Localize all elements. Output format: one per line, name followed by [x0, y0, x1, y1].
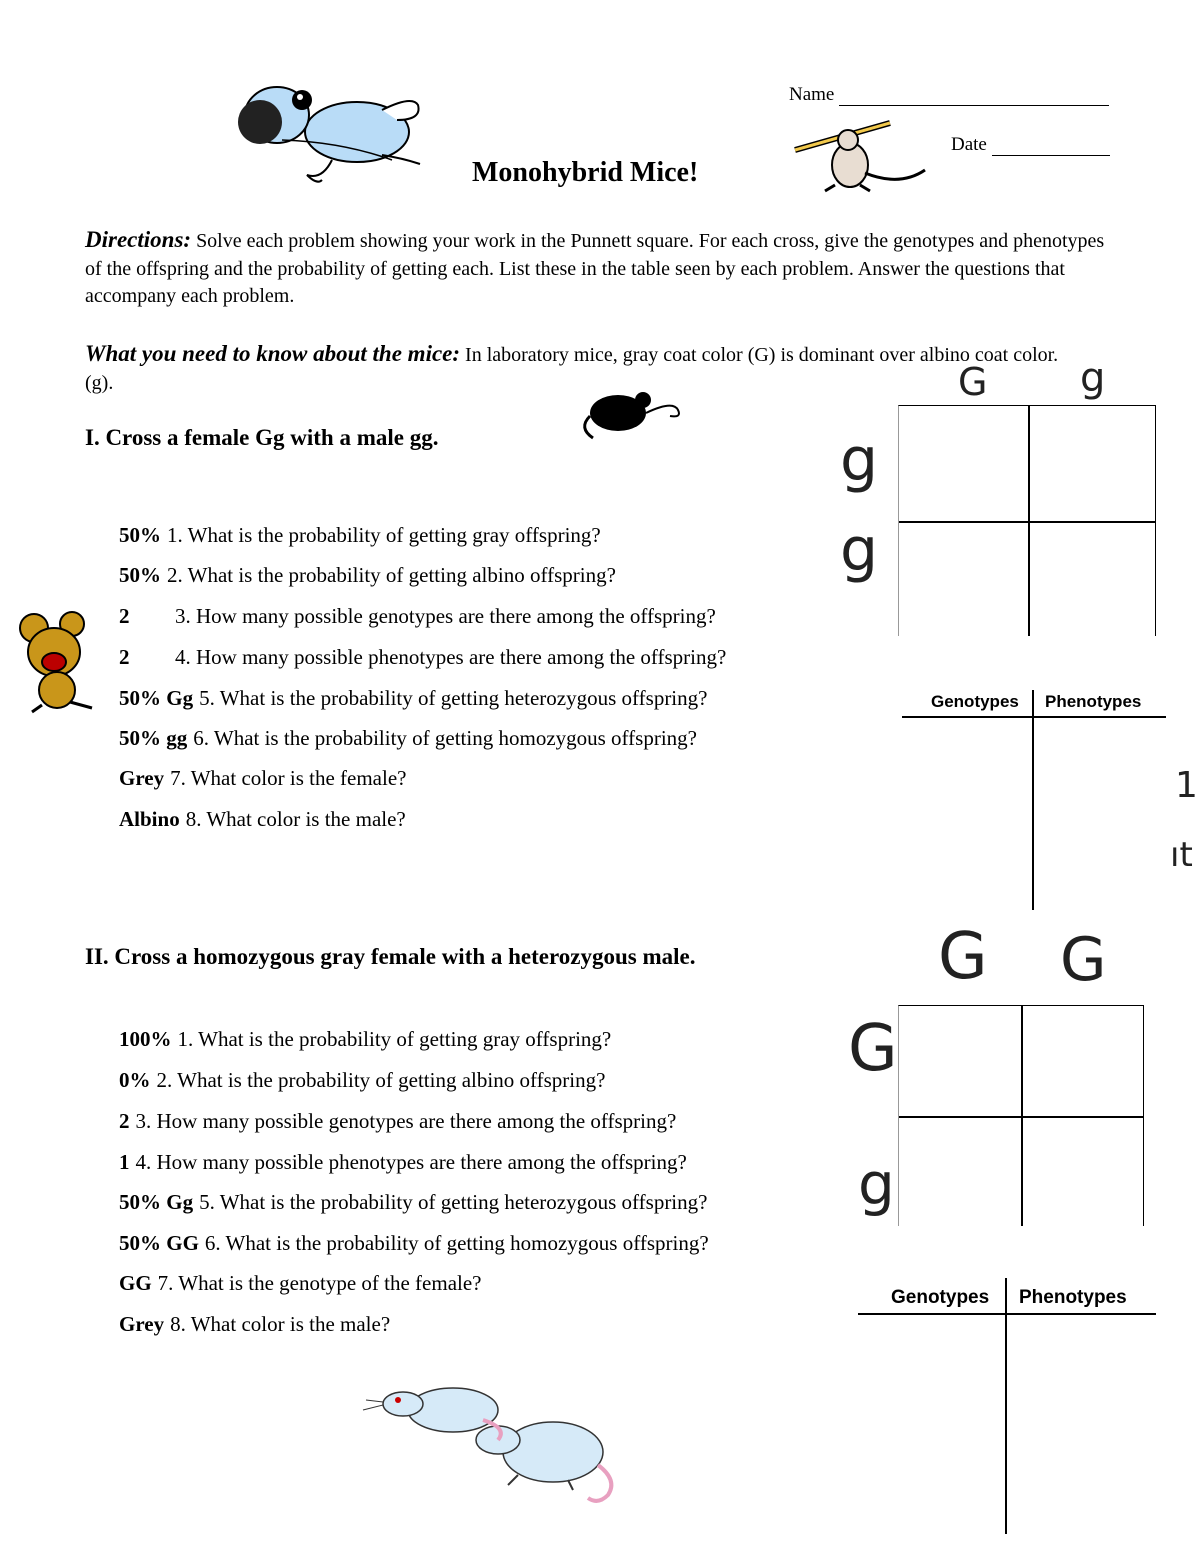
s1-q3	[119, 604, 716, 629]
question-text: 7. What is the genotype of the female?	[157, 1271, 482, 1295]
answer: 2	[119, 645, 130, 669]
answer: 1	[119, 1150, 130, 1174]
s2-q3	[119, 1109, 676, 1134]
question-text: 2. What is the probability of getting albino offspring?	[156, 1068, 606, 1092]
answer: 0%	[119, 1068, 151, 1092]
table-2-phenotypes-header: Phenotypes	[1019, 1287, 1127, 1308]
table-2-column-rule	[1005, 1278, 1007, 1534]
table-1-genotypes-header: Genotypes	[931, 692, 1019, 711]
question-text: 3. How many possible genotypes are there among the offspring?	[135, 1109, 677, 1133]
table-2-genotypes-header: Genotypes	[891, 1287, 990, 1308]
margin-mark-2: ıt	[1170, 835, 1193, 875]
question-text: 7. What color is the female?	[170, 766, 407, 790]
question-text: 8. What color is the male?	[170, 1312, 391, 1336]
directions-text: Solve each problem showing your work in the Punnett square. For each cross, give the genotypes and phenotypes of the offspring and the probability of getting each. List these in the table seen by each problem. Answer the questions that accompany each problem.	[85, 230, 1105, 307]
s2-q2	[119, 1068, 605, 1093]
punnett-2-left-allele-2: g	[858, 1150, 895, 1218]
punnett-1-left-allele-2: g	[840, 515, 879, 585]
question-text: 2. What is the probability of getting albino offspring?	[167, 563, 616, 587]
date-field[interactable]	[951, 134, 1110, 156]
directions	[85, 226, 1125, 311]
answer: 100%	[119, 1027, 172, 1051]
question-text: 3. How many possible genotypes are there among the offspring?	[175, 604, 716, 628]
s2-q4	[119, 1150, 687, 1175]
section-1-title: I. Cross a female Gg with a male gg.	[85, 425, 439, 450]
answer: Grey	[119, 766, 165, 790]
s1-q2	[119, 563, 616, 588]
table-1-header-rule	[902, 716, 1166, 718]
s1-q4	[119, 645, 726, 670]
answer: Grey	[119, 1312, 165, 1336]
punnett-1-top-allele-1: G	[958, 360, 988, 404]
question-text: 1. What is the probability of getting gray offspring?	[167, 523, 601, 547]
question-text: 1. What is the probability of getting gray offspring?	[177, 1027, 612, 1051]
punnett-2-top-allele-1: G	[938, 920, 988, 994]
answer: 2	[119, 604, 130, 628]
answer: 50% gg	[119, 726, 188, 750]
page-title: Monohybrid Mice!	[472, 157, 699, 188]
question-text: 6. What is the probability of getting homozygous offspring?	[193, 726, 697, 750]
question-text: 4. How many possible phenotypes are there among the offspring?	[175, 645, 727, 669]
black-mouse-illustration	[578, 388, 688, 443]
answer: Albino	[119, 807, 180, 831]
directions-label: Directions:	[85, 227, 192, 252]
answer: 50% GG	[119, 1231, 199, 1255]
answer: 50%	[119, 563, 161, 587]
answer: 50% Gg	[119, 686, 194, 710]
punnett-square-1[interactable]	[898, 405, 1156, 636]
date-label: Date	[951, 134, 987, 155]
pencil-mouse-illustration	[790, 115, 930, 195]
punnett-2-top-allele-2: G	[1060, 925, 1107, 995]
section-2-title: II. Cross a homozygous gray female with a heterozygous male.	[85, 944, 696, 969]
question-text: 5. What is the probability of getting heterozygous offspring?	[199, 1190, 708, 1214]
mouse-facts-text: In laboratory mice, gray coat color (G) is dominant over albino coat color. (g).	[85, 344, 1059, 394]
running-mice-illustration	[358, 1380, 623, 1510]
punnett-1-left-allele-1: g	[840, 425, 879, 495]
s2-q7	[119, 1271, 482, 1296]
table-2-header-rule	[858, 1313, 1156, 1315]
question-text: 5. What is the probability of getting heterozygous offspring?	[199, 686, 708, 710]
s2-q8	[119, 1312, 390, 1337]
table-1-column-rule	[1032, 690, 1034, 910]
margin-mark-1: 1	[1175, 765, 1198, 806]
name-field[interactable]	[789, 84, 1109, 106]
name-label: Name	[789, 84, 835, 105]
question-text: 8. What color is the male?	[185, 807, 406, 831]
s2-q1	[119, 1027, 611, 1052]
punnett-1-top-allele-2: g	[1080, 355, 1106, 401]
question-text: 6. What is the probability of getting homozygous offspring?	[204, 1231, 709, 1255]
s1-q7	[119, 766, 406, 791]
answer: GG	[119, 1271, 152, 1295]
punnett-2-left-allele-1: G	[848, 1012, 898, 1086]
s2-q6	[119, 1231, 709, 1256]
answer: 50% Gg	[119, 1190, 194, 1214]
table-1-phenotypes-header: Phenotypes	[1045, 692, 1142, 711]
punnett-square-2[interactable]	[898, 1005, 1144, 1226]
s1-q1	[119, 523, 601, 548]
mouse-facts-label: What you need to know about the mice:	[85, 341, 461, 366]
answer: 2	[119, 1109, 130, 1133]
date-line	[992, 137, 1110, 156]
resting-mouse-illustration	[222, 80, 427, 190]
name-line	[839, 87, 1109, 106]
s1-q6	[119, 726, 697, 751]
question-text: 4. How many possible phenotypes are there among the offspring?	[135, 1150, 687, 1174]
answer: 50%	[119, 523, 161, 547]
s2-q5	[119, 1190, 707, 1215]
laughing-mouse-illustration	[12, 610, 102, 715]
s1-q8	[119, 807, 406, 832]
s1-q5	[119, 686, 707, 711]
